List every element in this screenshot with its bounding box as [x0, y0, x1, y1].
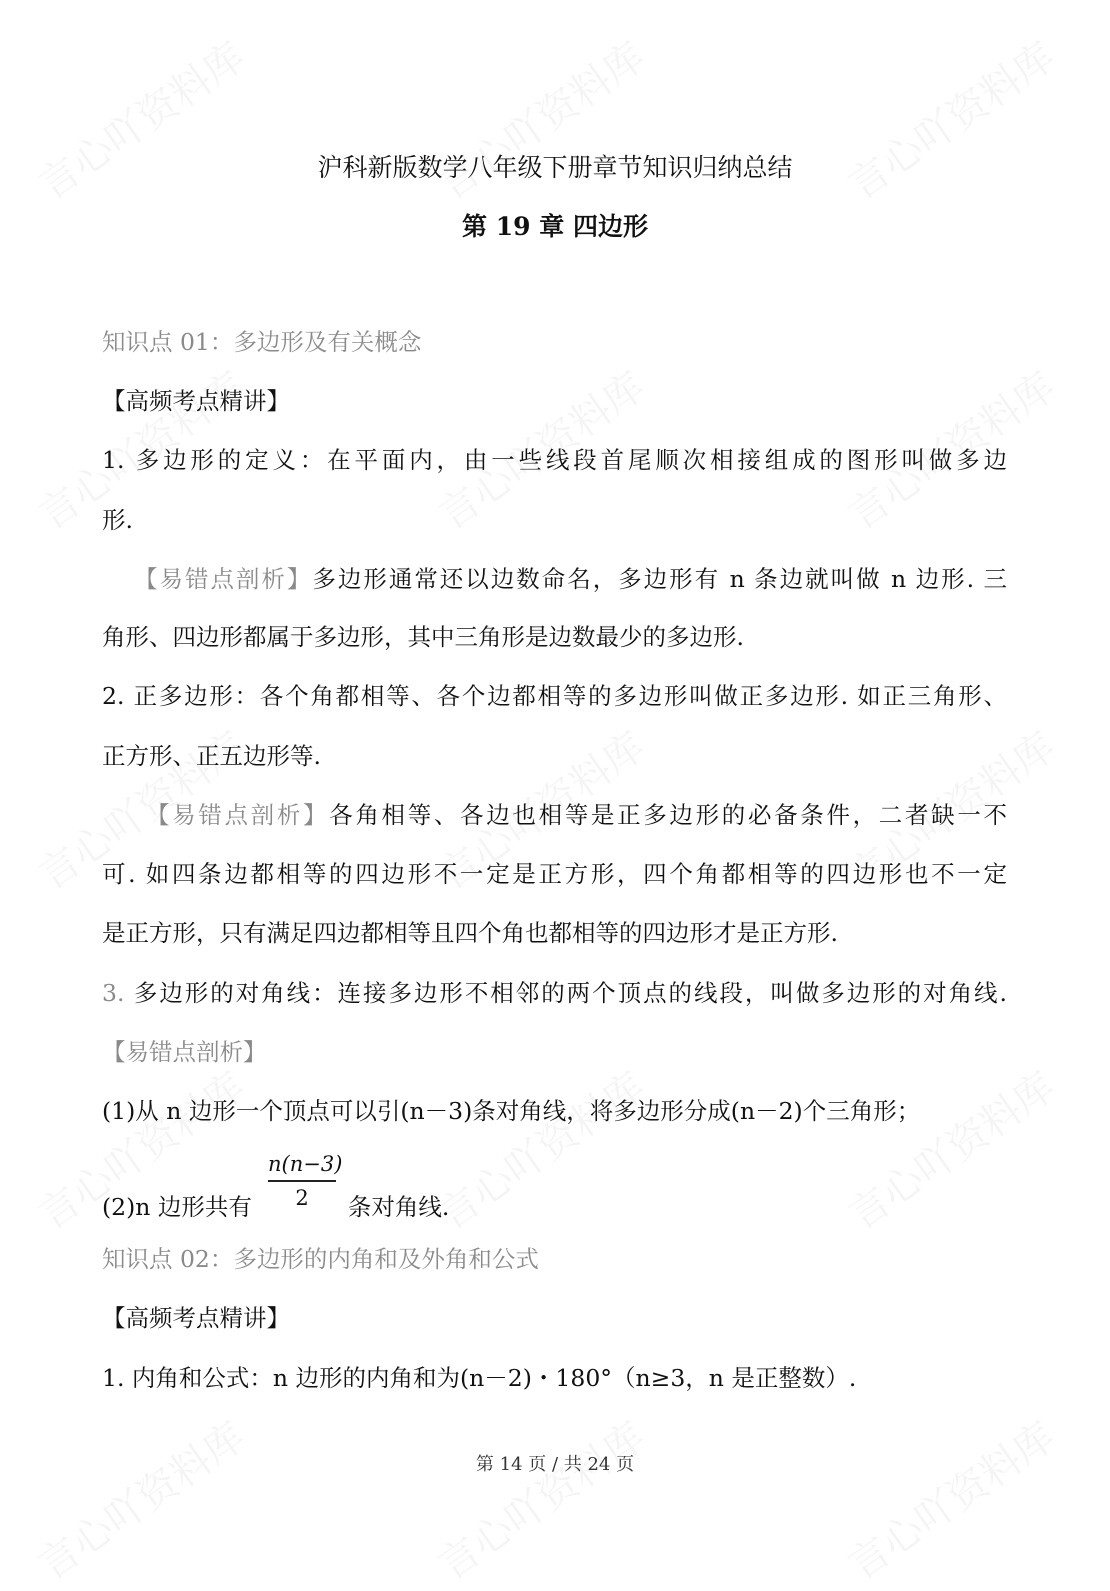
text-line — [102, 1192, 1007, 1222]
text-segment: 2. 正多边形：各个角都相等、各个边都相等的多边形叫做正多边形. 如正三角形、 — [102, 682, 1007, 710]
text-line — [102, 505, 1007, 535]
section-label: 【易错点剖析】 — [134, 565, 313, 593]
page-footer: 第 14 页 / 共 24 页 — [475, 1454, 635, 1475]
text-line — [102, 681, 1007, 711]
formula-numerator: n(n−3) — [268, 1152, 336, 1182]
section-label: 【易错点剖析】 — [146, 801, 330, 829]
document-title: 沪科新版数学八年级下册章节知识归纳总结 — [317, 153, 793, 182]
text-line — [146, 800, 1007, 830]
text-line — [102, 386, 1007, 416]
section-label: 3. — [102, 979, 134, 1007]
text-segment: 1. 多边形的定义：在平面内，由一些线段首尾顺次相接组成的图形叫做多边 — [102, 446, 1007, 474]
chapter-title: 第 19 章 四边形 — [462, 212, 648, 241]
watermark-text — [425, 1406, 654, 1590]
text-line — [102, 978, 1007, 1008]
text-segment: (2)n 边形共有 — [102, 1193, 252, 1221]
section-label: 知识点 02：多边形的内角和及外角和公式 — [102, 1245, 539, 1273]
text-segment: 各角相等、各边也相等是正多边形的必备条件，二者缺一不 — [329, 801, 1007, 829]
section-label: 【易错点剖析】 — [102, 1038, 267, 1066]
text-segment: 【高频考点精讲】 — [102, 1304, 290, 1332]
text-segment: (1)从 n 边形一个顶点可以引(n－3)条对角线，将多边形分成(n－2)个三角形； — [102, 1097, 921, 1125]
text-line — [102, 1037, 1007, 1067]
text-segment: 是正方形，只有满足四边都相等且四个角也都相等的四边形才是正方形. — [102, 919, 838, 947]
formula-denominator: 2 — [295, 1186, 309, 1210]
text-line — [102, 1363, 1007, 1393]
watermark-text — [25, 1406, 254, 1590]
text-segment: 条对角线. — [347, 1193, 450, 1221]
text-segment: 正方形、正五边形等. — [102, 742, 321, 770]
text-line — [102, 327, 1007, 357]
text-segment: 形. — [102, 506, 133, 534]
text-line — [102, 1303, 1007, 1333]
text-line — [102, 741, 1007, 771]
text-line — [102, 445, 1007, 475]
text-line — [102, 622, 1007, 652]
text-segment: 可. 如四条边都相等的四边形不一定是正方形，四个角都相等的四边形也不一定 — [102, 860, 1007, 888]
text-line — [134, 564, 1007, 594]
text-segment: 多边形的对角线：连接多边形不相邻的两个顶点的线段，叫做多边形的对角线. — [133, 979, 1007, 1007]
text-segment: 角形、四边形都属于多边形，其中三角形是边数最少的多边形. — [102, 623, 744, 651]
text-segment: 1. 内角和公式：n 边形的内角和为(n－2)・180°（n≥3，n 是正整数）. — [102, 1364, 857, 1392]
watermark-text — [835, 1406, 1064, 1590]
text-line — [102, 1244, 1007, 1274]
section-label: 知识点 01：多边形及有关概念 — [102, 328, 422, 356]
text-line — [102, 859, 1007, 889]
text-line — [102, 918, 1007, 948]
text-segment: 多边形通常还以边数命名，多边形有 n 条边就叫做 n 边形. 三 — [312, 565, 1008, 593]
text-segment: 【高频考点精讲】 — [102, 387, 290, 415]
diagonal-count-formula — [268, 1152, 343, 1210]
text-line — [102, 1096, 1007, 1126]
